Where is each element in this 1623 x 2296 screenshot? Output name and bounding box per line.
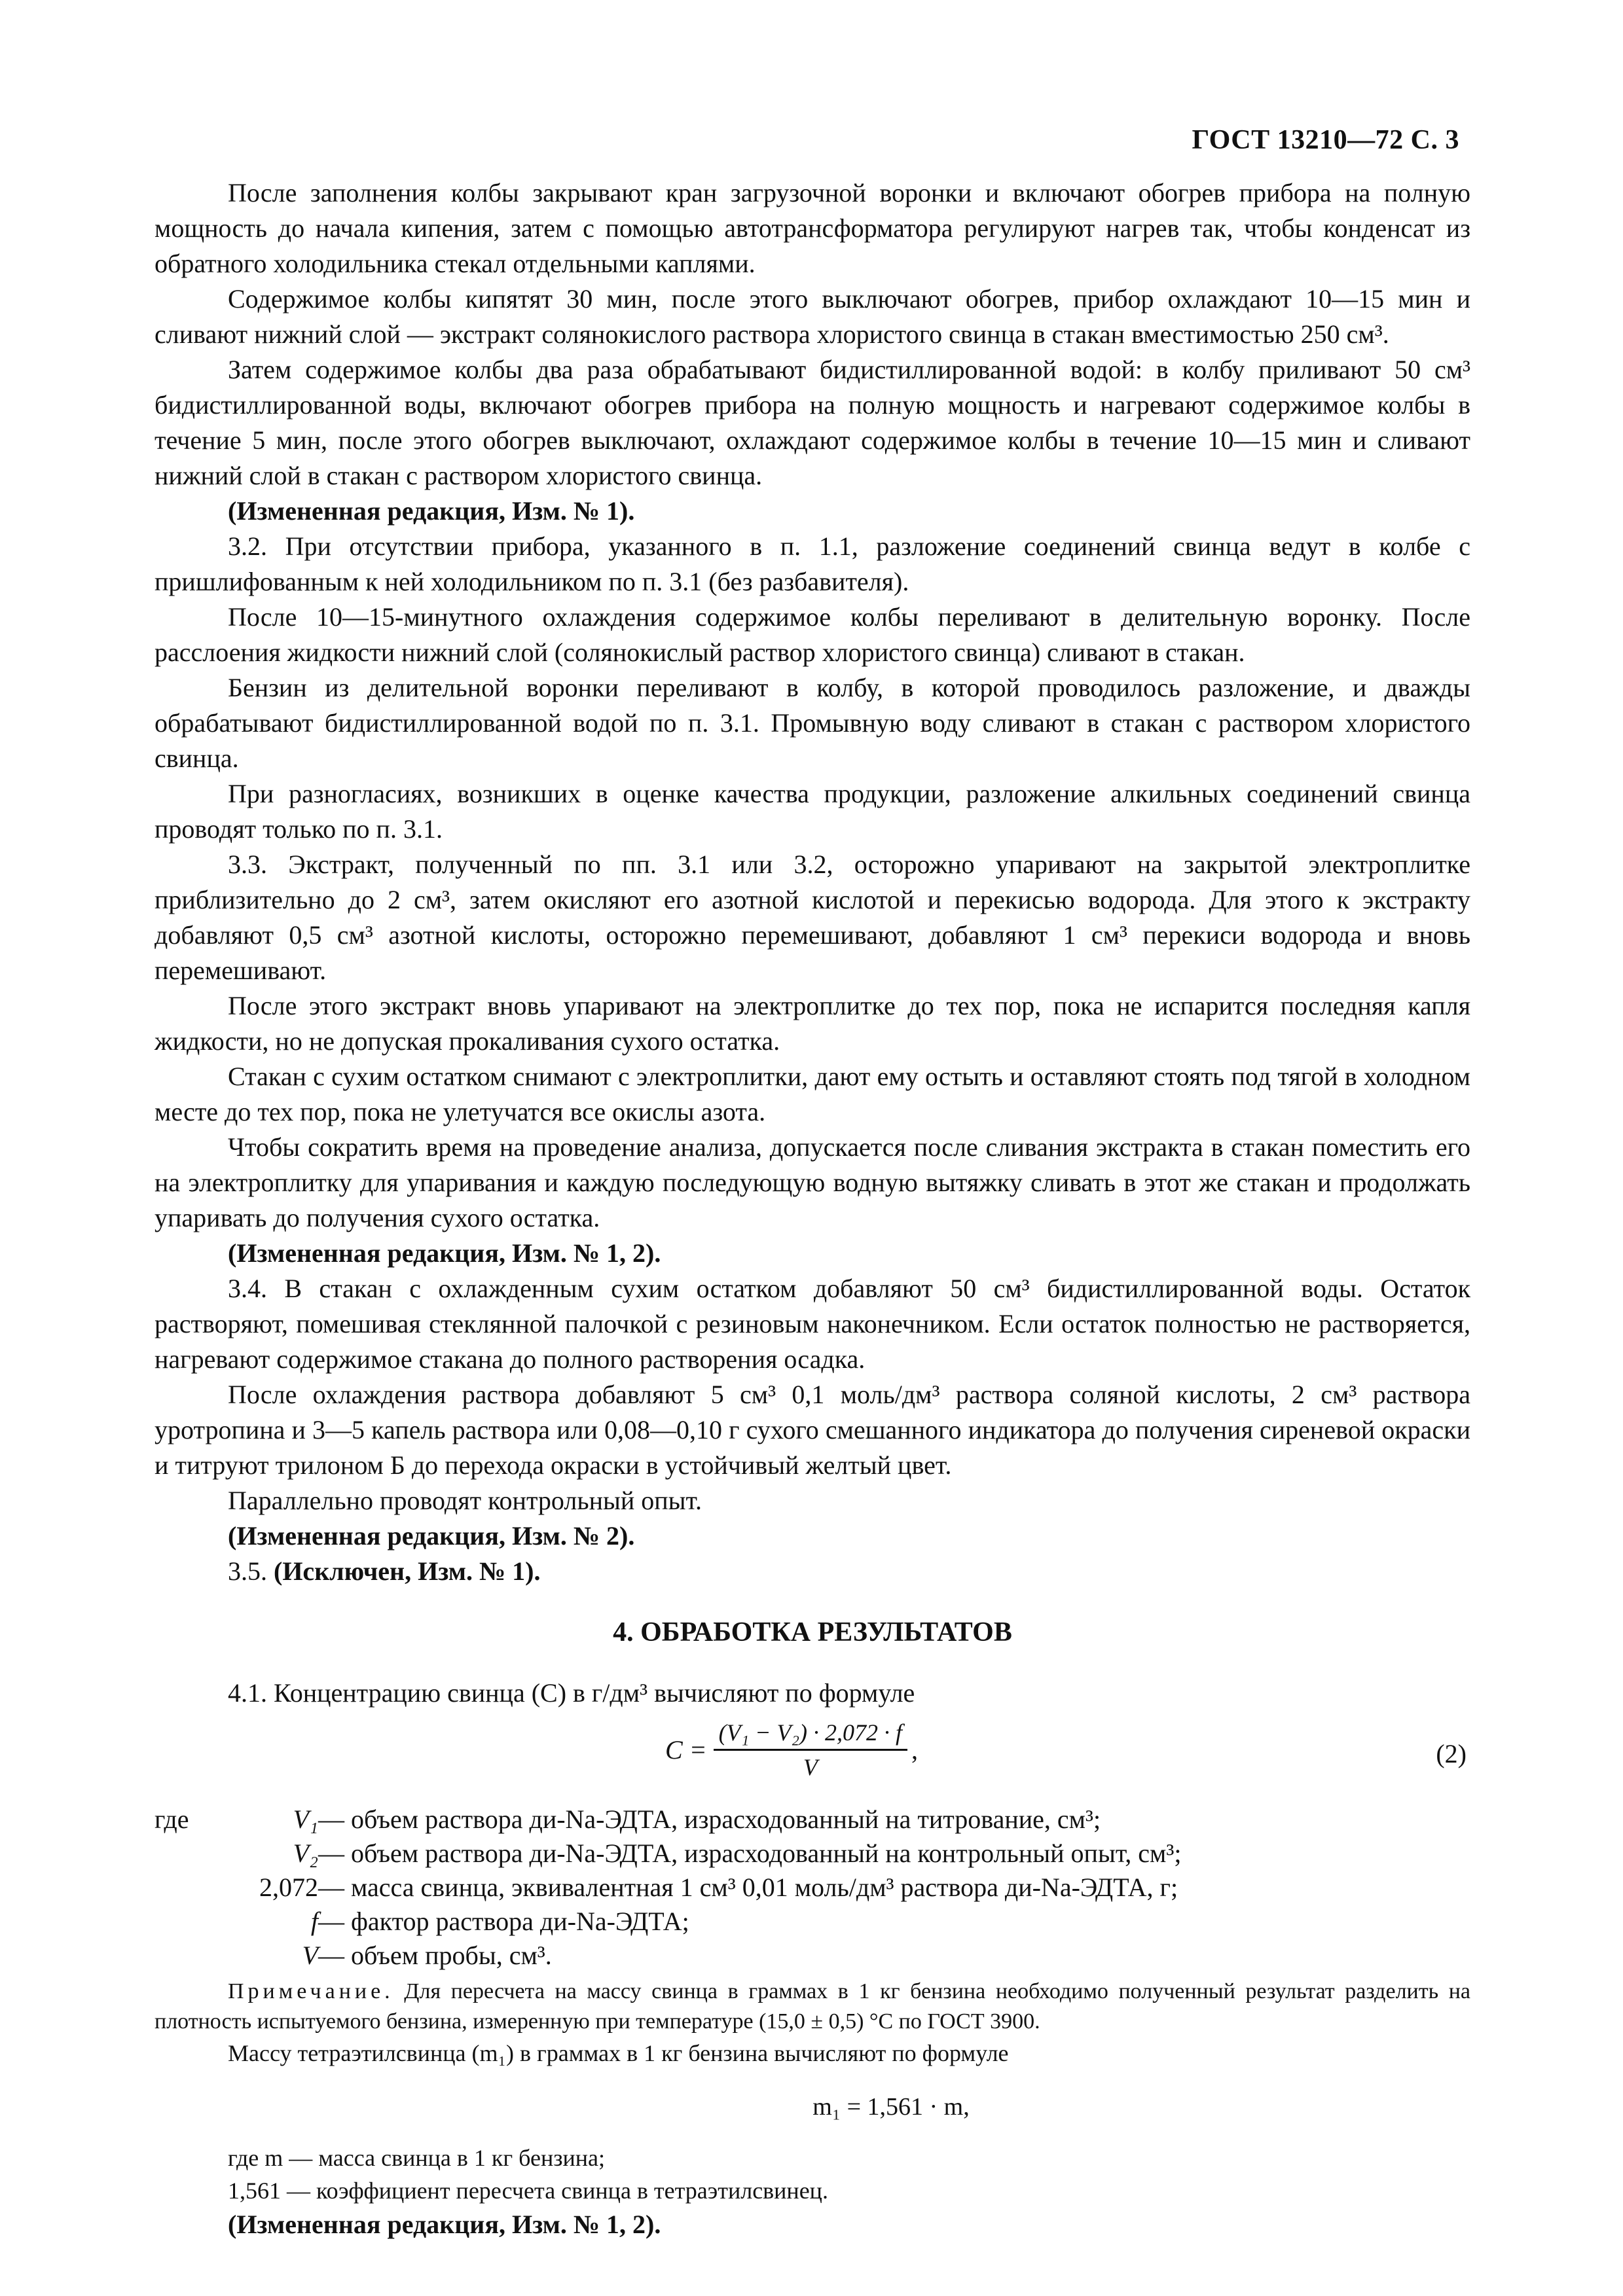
paragraph: 3.2. При отсутствии прибора, указанного в п. 1.1, разложение соединений свинца ведут в колбе с пришлифованным к ней холодильником по п. 3.1 (без разбавителя). [155, 531, 1470, 596]
paragraph: После охлаждения раствора добавляют 5 см³ 0,1 моль/дм³ раствора соляной кислоты, 2 см³ раствора уротропина и 3—5 капель раствора или 0,08—0,10 г сухого смешанного индикатора до получения сиреневой окраски и титруют трилоном Б до перехода окраски в устойчивый желтый цвет. [155, 1380, 1470, 1480]
definition-row [155, 1871, 1470, 1905]
page-header: ГОСТ 13210—72 С. 3 [1192, 125, 1459, 155]
formula-number: (2) [1436, 1739, 1467, 1768]
definition-m: где m — масса свинца в 1 кг бензина; [228, 2145, 605, 2171]
definition-symbol: 2,072 [259, 1873, 318, 1902]
definition-symbol: V [302, 1941, 318, 1970]
document-body [155, 175, 1470, 2242]
formula-lhs: C = [665, 1735, 707, 1765]
paragraph: Бензин из делительной воронки переливают в колбу, в которой проводилось разложение, и дважды обрабатывают бидистиллированной водой по п. 3.1. Промывную воду сливают в стакан с раствором хлористого свинца. [155, 673, 1470, 773]
definition-row [155, 1837, 1470, 1871]
paragraph: После этого экстракт вновь упаривают на электроплитке до тех пор, пока не испарится последняя капля жидкости, но не допуская прокаливания сухого остатка. [155, 991, 1470, 1056]
mass-formula-intro: Массу тетраэтилсвинца (m₁) в граммах в 1 кг бензина вычисляют по формуле [228, 2040, 1009, 2066]
definition-1561: 1,561 — коэффициент пересчета свинца в тетраэтилсвинец. [228, 2178, 828, 2204]
definition-symbol: V₁ [293, 1804, 318, 1834]
formula [665, 1719, 918, 1781]
formula-denominator: V [803, 1754, 818, 1780]
paragraph: После заполнения колбы закрывают кран загрузочной воронки и включают обогрев прибора на полную мощность до начала кипения, затем с помощью автотрансформатора регулируют нагрев так, чтобы конденсат из обратного холодильника стекал отдельными каплями. [155, 178, 1470, 278]
paragraph-3-5 [155, 1554, 1470, 1589]
definition-text: — масса свинца, эквивалентная 1 см³ 0,01 моль/дм³ раствора ди-Na-ЭДТА, г; [318, 1873, 1178, 1902]
paragraph: Параллельно проводят контрольный опыт. [228, 1486, 702, 1515]
revision-note: (Измененная редакция, Изм. № 2). [228, 1521, 635, 1551]
paragraph: Затем содержимое колбы два раза обрабатывают бидистиллированной водой: в колбу приливают 50 см³ бидистиллированной воды, включают обогрев прибора на полную мощность и нагревают содержимое колбы в течение 5 мин, после этого обогрев выключают, охлаждают содержимое колбы в течение 10—15 мин и сливают нижний слой в стакан с раствором хлористого свинца. [155, 355, 1470, 490]
formula-tail: , [911, 1735, 918, 1765]
section-title: 4. ОБРАБОТКА РЕЗУЛЬТАТОВ [613, 1617, 1012, 1647]
definition-text: — объем пробы, см³. [318, 1941, 552, 1970]
variable-definitions [155, 1803, 1470, 1973]
revision-note: (Измененная редакция, Изм. № 1, 2). [228, 2210, 661, 2239]
paragraph: После 10—15-минутного охлаждения содержимое колбы переливают в делительную воронку. После расслоения жидкости нижний слой (солянокислый раствор хлористого свинца) сливают в стакан. [155, 602, 1470, 667]
definition-symbol: f [310, 1907, 318, 1936]
definition-row [155, 1905, 1470, 1939]
paragraph: Стакан с сухим остатком снимают с электроплитки, дают ему остыть и оставляют стоять под тягой в холодном месте до тех пор, пока не улетучатся все окислы азота. [155, 1062, 1470, 1126]
definition-symbol: V₂ [293, 1839, 318, 1868]
paragraph: 3.4. В стакан с охлажденным сухим остатком добавляют 50 см³ бидистиллированной воды. Остаток растворяют, помешивая стеклянной палочкой с резиновым наконечником. Если остаток полностью не растворяется, нагревают содержимое стакана до полного растворения осадка. [155, 1274, 1470, 1374]
definition-text: — объем раствора ди-Na-ЭДТА, израсходованный на титрование, см³; [318, 1804, 1101, 1834]
formula-intro: 4.1. Концентрацию свинца (C) в г/дм³ вычисляют по формуле [228, 1678, 915, 1708]
formula-block [155, 1716, 1470, 1795]
note-text: Для пересчета на массу свинца в граммах в 1 кг бензина необходимо полученный результат разделить на плотность испытуемого бензина, измеренную при температуре (15,0 ± 0,5) °С по ГОСТ 3900. [155, 1979, 1470, 2034]
paragraph: При разногласиях, возникших в оценке качества продукции, разложение алкильных соединений свинца проводят только по п. 3.1. [155, 779, 1470, 844]
note-label: Примечание. [228, 1979, 394, 2003]
definition-text: — фактор раствора ди-Na-ЭДТА; [318, 1907, 689, 1936]
formula-numerator: (V₁ − V₂) · 2,072 · f [714, 1719, 907, 1751]
excluded-note: (Исключен, Изм. № 1). [274, 1556, 541, 1586]
formula-fraction [714, 1719, 907, 1781]
clause-number: 3.5. [228, 1556, 274, 1586]
revision-note: (Измененная редакция, Изм. № 1). [228, 496, 635, 526]
formula-m1: m₁ = 1,561 · m, [812, 2093, 970, 2121]
paragraph: Содержимое колбы кипятят 30 мин, после этого выключают обогрев, прибор охлаждают 10—15 мин и сливают нижний слой — экстракт солянокислого раствора хлористого свинца в стакан вместимостью 250 см³. [155, 284, 1470, 349]
paragraph: Чтобы сократить время на проведение анализа, допускается после сливания экстракта в стакан поместить его на электроплитку для упаривания и каждую последующую водную вытяжку сливать в этот же стакан и продолжать упаривать до получения сухого остатка. [155, 1132, 1470, 1232]
paragraph: 3.3. Экстракт, полученный по пп. 3.1 или 3.2, осторожно упаривают на закрытой электроплитке приблизительно до 2 см³, затем окисляют его азотной кислотой и перекисью водорода. Для этого к экстракту добавляют 0,5 см³ азотной кислоты, осторожно перемешивают, добавляют 1 см³ перекиси водорода и вновь перемешивают. [155, 850, 1470, 985]
note [155, 1977, 1470, 2037]
revision-note: (Измененная редакция, Изм. № 1, 2). [228, 1238, 661, 1268]
definition-text: — объем раствора ди-Na-ЭДТА, израсходованный на контрольный опыт, см³; [318, 1839, 1182, 1868]
definition-row [155, 1939, 1470, 1973]
definition-row: где V₁ — объем раствора ди-Na-ЭДТА, израсходованный на титрование, см³; [155, 1803, 1470, 1837]
